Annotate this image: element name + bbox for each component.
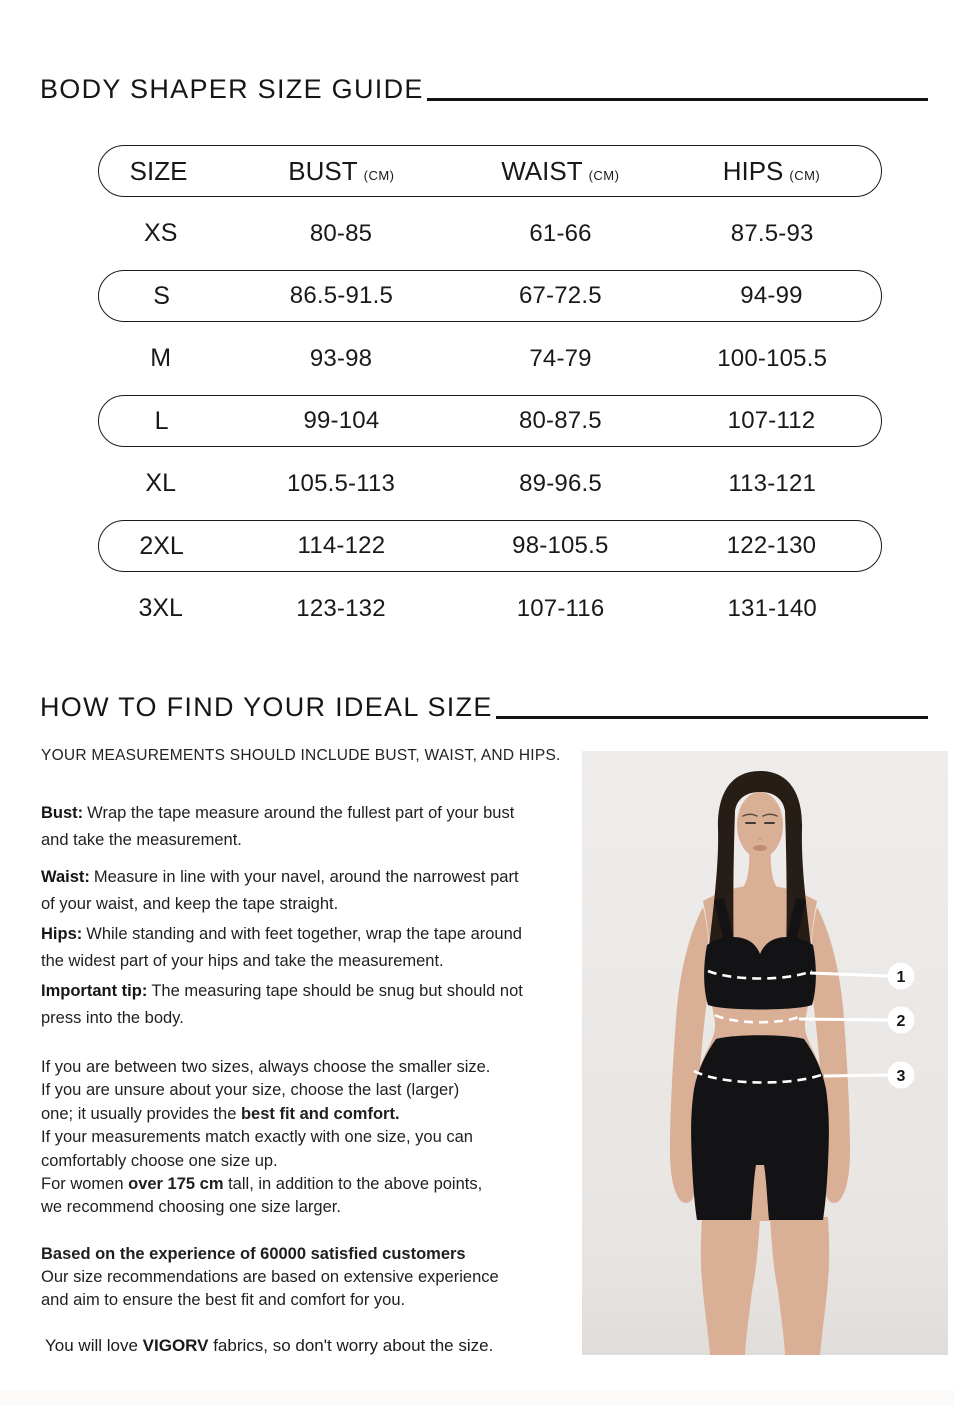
hips-value: 94-99 bbox=[740, 282, 803, 309]
bottom-strip bbox=[0, 1390, 955, 1406]
bust-value: 123-132 bbox=[296, 594, 386, 622]
unit-label: (CM) bbox=[789, 167, 821, 183]
how-to-title-row bbox=[40, 692, 928, 723]
brand-name: VIGORV bbox=[142, 1336, 209, 1355]
unit-label: (CM) bbox=[588, 167, 620, 183]
size-guide-title: BODY SHAPER SIZE GUIDE bbox=[40, 74, 424, 104]
bust-value: 99-104 bbox=[303, 407, 380, 434]
hips-value: 113-121 bbox=[728, 469, 817, 497]
table-row-3xl bbox=[98, 583, 882, 635]
waist-value: 98-105.5 bbox=[512, 532, 609, 559]
size-table bbox=[98, 145, 882, 645]
sizing-advice: If you are between two sizes, always choose the smaller size. If you are unsure about your size, choose the last (larger) one; it usually provides the best fit and comfort. If your measurements match exactly with one size, you can comfortably choose one size up. For women over 175 cm tall, in addition to the above points, we recommend choosing one size larger. bbox=[41, 1058, 491, 1217]
bust-label: Bust: bbox=[41, 804, 84, 822]
tip-label: Important tip: bbox=[41, 982, 148, 1000]
bust-value: 80-85 bbox=[309, 219, 373, 247]
bust-value: 86.5-91.5 bbox=[289, 282, 394, 309]
waist-label: Waist: bbox=[41, 868, 90, 886]
waist-value: 89-96.5 bbox=[519, 469, 602, 497]
bust-value: 114-122 bbox=[297, 532, 386, 559]
size-label: M bbox=[150, 344, 172, 372]
table-row-m bbox=[98, 333, 882, 385]
callout-3-number: 3 bbox=[896, 1068, 906, 1085]
column-header-waist: WAIST (CM) bbox=[501, 155, 620, 186]
waist-value: 61-66 bbox=[529, 219, 592, 247]
size-label: 3XL bbox=[138, 594, 183, 622]
hips-instruction: Hips: While standing and with feet together, wrap the tape around the widest part of your hips and take the measurement. bbox=[41, 925, 522, 970]
waist-value: 74-79 bbox=[529, 344, 592, 372]
unit-label: (CM) bbox=[363, 167, 395, 183]
closing-note: You will love VIGORV fabrics, so don't worry about the size. bbox=[45, 1336, 494, 1355]
experience-heading: Based on the experience of 60000 satisfied customers bbox=[41, 1245, 466, 1263]
size-guide-title-row bbox=[40, 74, 928, 105]
callout-2-number: 2 bbox=[896, 1013, 906, 1030]
table-row-xs bbox=[98, 208, 882, 260]
waist-instruction: Waist: Measure in line with your navel, around the narrowest part of your waist, and keep the tape straight. bbox=[41, 868, 519, 913]
waist-value: 67-72.5 bbox=[518, 282, 602, 309]
measurements-intro: YOUR MEASUREMENTS SHOULD INCLUDE BUST, WAIST, AND HIPS. bbox=[41, 747, 561, 764]
size-label: L bbox=[154, 406, 169, 435]
size-label: 2XL bbox=[139, 531, 184, 560]
column-header-bust: BUST (CM) bbox=[288, 155, 395, 186]
waist-value: 80-87.5 bbox=[518, 407, 602, 434]
size-label: XS bbox=[144, 219, 178, 247]
table-row-l bbox=[98, 395, 882, 447]
callout-1-number: 1 bbox=[896, 969, 906, 986]
model-photo bbox=[582, 751, 948, 1355]
column-header-hips: HIPS (CM) bbox=[722, 155, 821, 186]
hips-value: 131-140 bbox=[727, 594, 817, 622]
table-header-row bbox=[98, 145, 882, 197]
important-tip: Important tip: The measuring tape should be snug but should not press into the body. bbox=[41, 982, 523, 1027]
bust-instruction: Bust: Wrap the tape measure around the fullest part of your bust and take the measurement. bbox=[41, 804, 515, 849]
title-rule bbox=[496, 716, 928, 719]
waist-value: 107-116 bbox=[516, 594, 605, 622]
experience-note: Based on the experience of 60000 satisfied customers Our size recommendations are based on extensive experience and aim to ensure the best fit and comfort for you. bbox=[41, 1245, 499, 1310]
size-label: XL bbox=[145, 469, 177, 497]
bust-value: 93-98 bbox=[309, 344, 373, 372]
size-label: S bbox=[153, 281, 170, 310]
hips-connector-line bbox=[824, 1075, 888, 1076]
lips bbox=[753, 845, 767, 851]
bust-value: 105.5-113 bbox=[286, 469, 396, 497]
title-rule bbox=[427, 98, 928, 101]
hips-value: 122-130 bbox=[726, 532, 817, 559]
table-row-2xl bbox=[98, 520, 882, 572]
table-row-xl bbox=[98, 458, 882, 510]
hips-value: 87.5-93 bbox=[730, 219, 814, 247]
hips-label: Hips: bbox=[41, 925, 83, 943]
hips-value: 100-105.5 bbox=[717, 344, 828, 372]
hips-value: 107-112 bbox=[727, 407, 816, 434]
how-to-title: HOW TO FIND YOUR IDEAL SIZE bbox=[40, 692, 493, 722]
table-row-s bbox=[98, 270, 882, 322]
waist-connector-line bbox=[799, 1019, 888, 1020]
column-header-size: SIZE bbox=[129, 155, 188, 186]
